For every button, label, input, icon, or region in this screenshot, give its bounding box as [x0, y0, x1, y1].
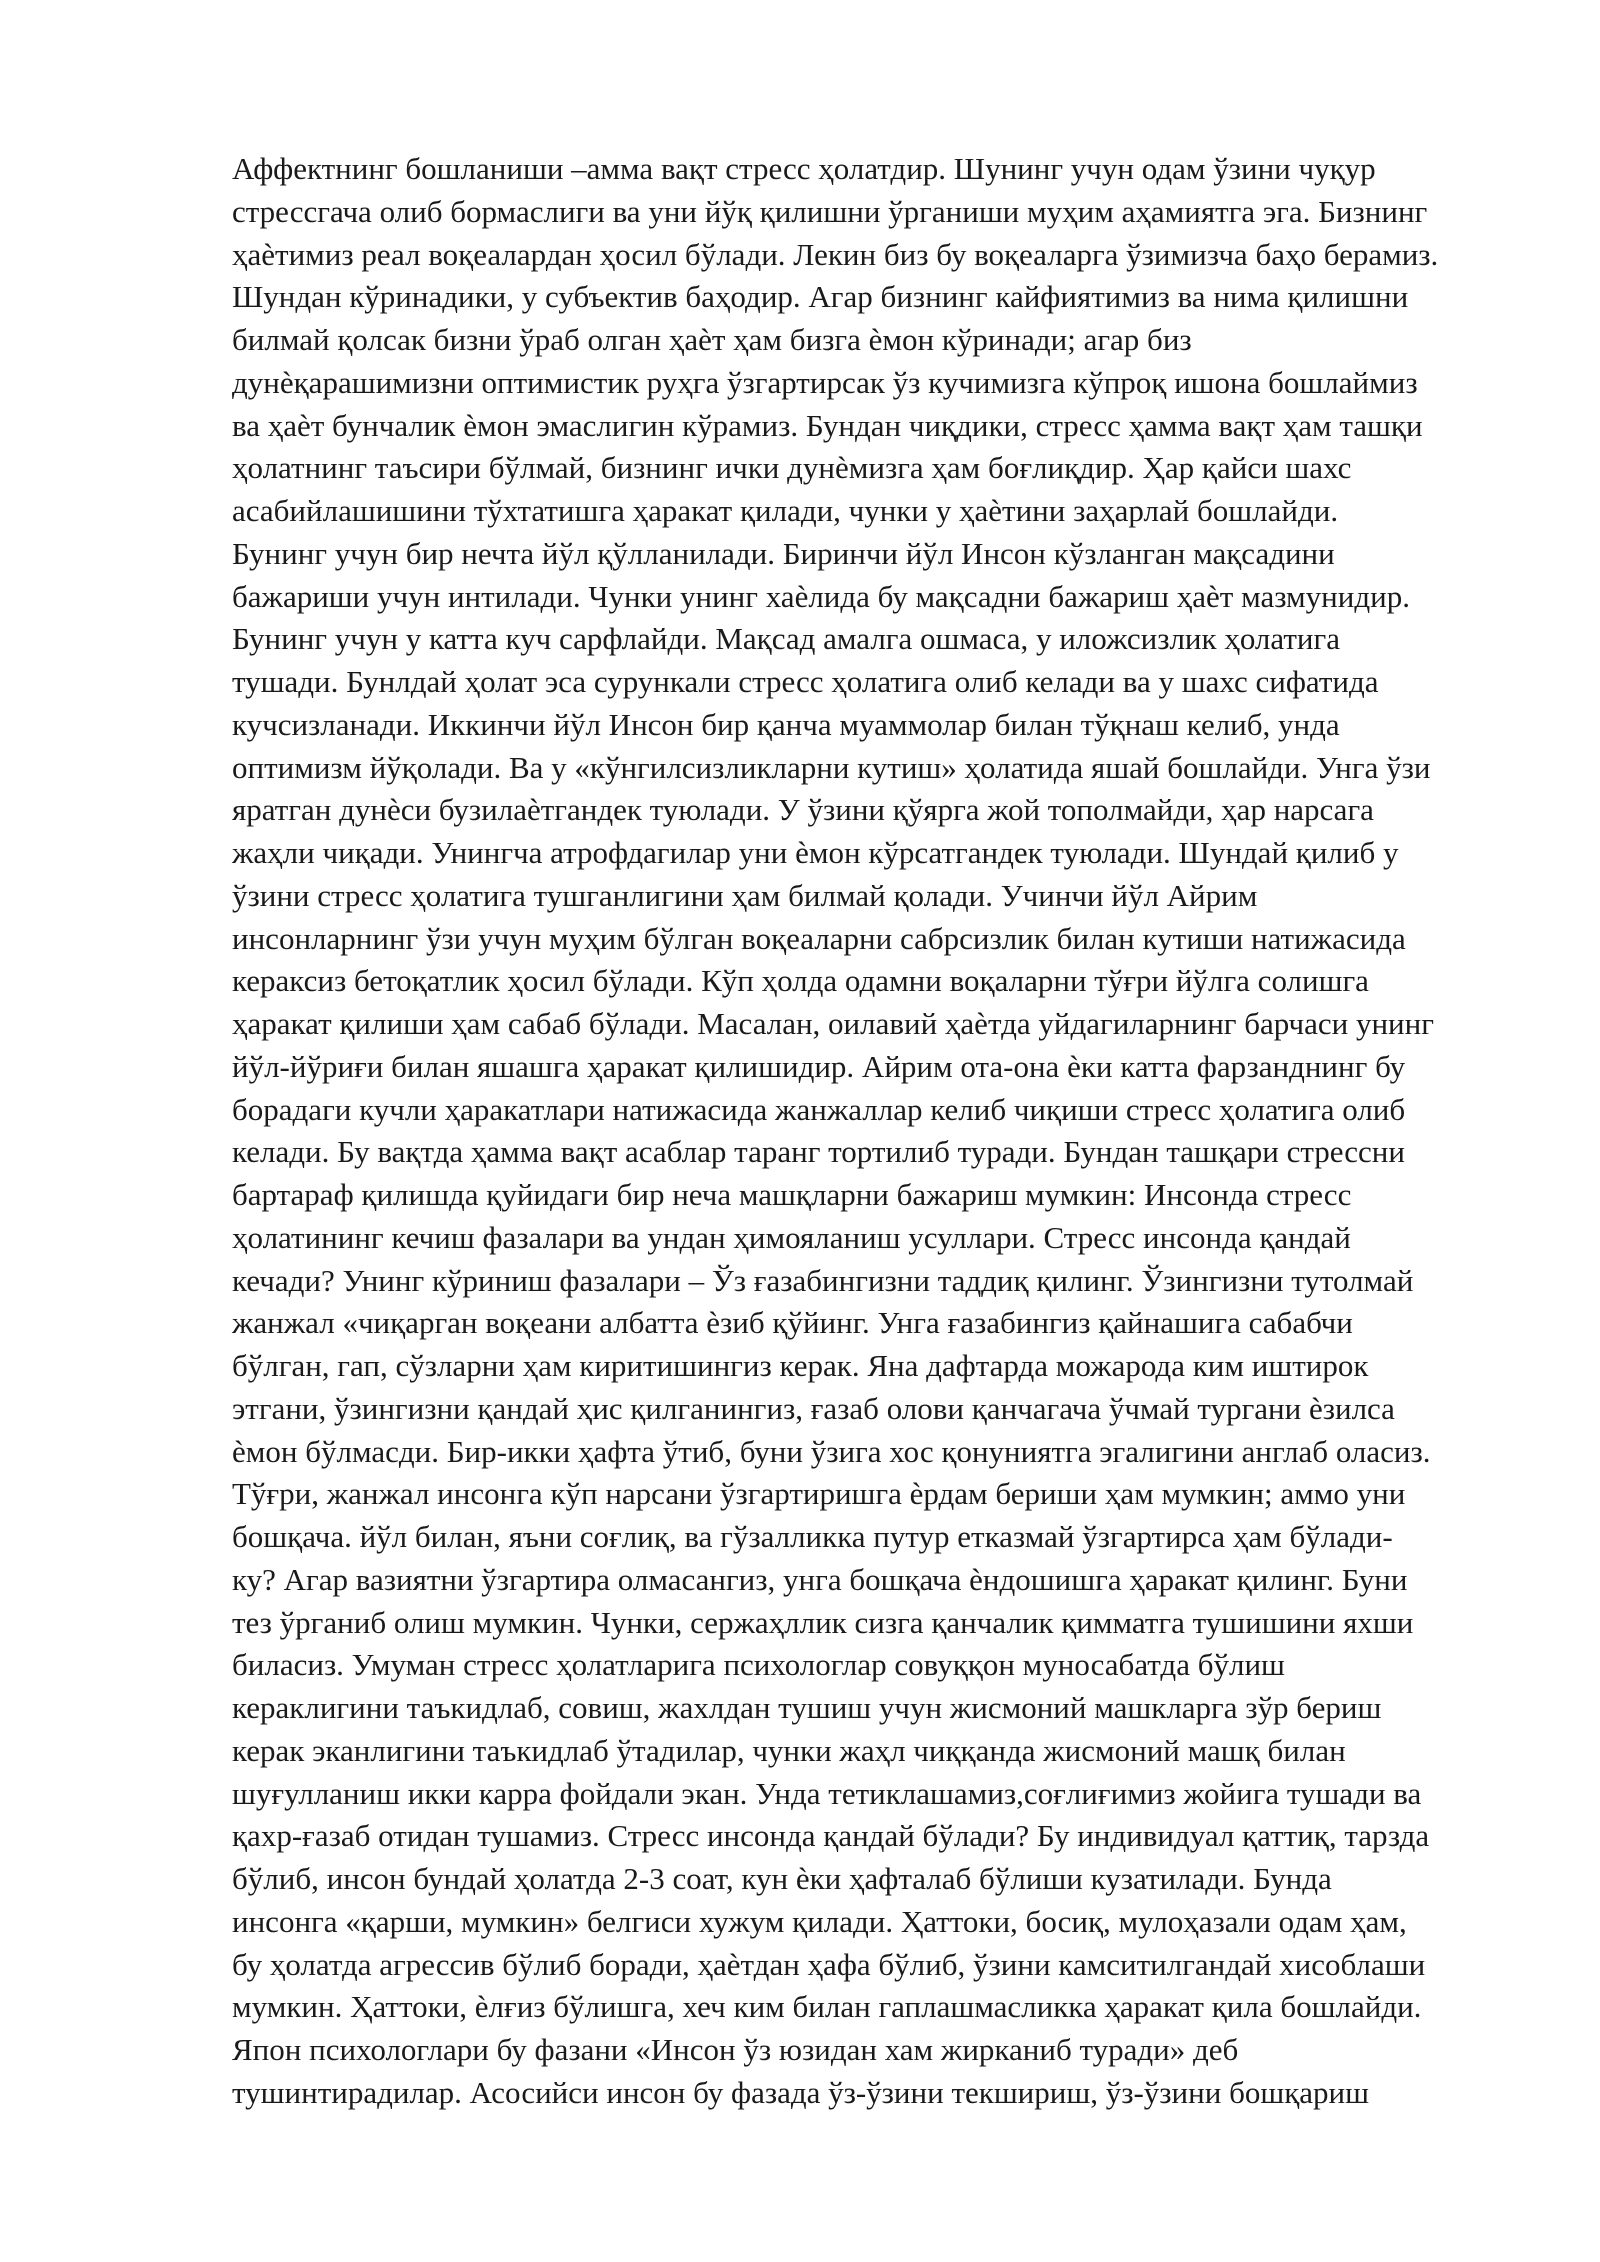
text-line: ҳолатининг кечиш фазалари ва ундан ҳимояланиш усуллари. Стресс инсонда қандай — [232, 1219, 1351, 1255]
text-line: борадаги кучли ҳаракатлари натижасида жанжаллар келиб чиқиши стресс ҳолатига олиб — [232, 1091, 1406, 1127]
text-line: тез ўрганиб олиш мумкин. Чунки, сержаҳллик сизга қанчалик қимматга тушишини яхши — [232, 1604, 1414, 1640]
text-line: ва ҳаѐт бунчалик ѐмон эмаслигин кўрамиз. Бундан чиқдики, стресс ҳамма вақт ҳам ташқи — [232, 407, 1423, 443]
text-line: этгани, ўзингизни қандай ҳис қилганингиз, ғазаб олови қанчагача ўчмай тургани ѐзилса — [232, 1390, 1395, 1426]
text-line: керак эканлигини таъкидлаб ўтадилар, чунки жаҳл чиққанда жисмоний машқ билан — [232, 1732, 1346, 1768]
text-line: инсонларнинг ўзи учун муҳим бўлган воқеаларни сабрсизлик билан кутиши натижасида — [232, 920, 1406, 956]
text-line: оптимизм йўқолади. Ва у «кўнгилсизликларни кутиш» ҳолатида яшай бошлайди. Унга ўзи — [232, 749, 1431, 785]
text-line: бартараф қилишда қуйидаги бир неча машқларни бажариш мумкин: Инсонда стресс — [232, 1177, 1352, 1212]
text-line: бўлиб, инсон бундай ҳолатда 2-3 соат, кун ѐки ҳафталаб бўлиши кузатилади. Бунда — [232, 1861, 1332, 1896]
text-line: асабийлашишини тўхтатишга ҳаракат қилади, чунки у ҳаѐтини заҳарлай бошлайди. — [232, 493, 1339, 528]
text-line: Бунинг учун у катта куч сарфлайди. Мақсад амалга ошмаса, у иложсизлик ҳолатига — [232, 621, 1340, 657]
text-line: Шундан кўринадики, у субъектив баҳодир. Агар бизнинг кайфиятимиз ва нима қилишни — [232, 279, 1409, 315]
text-line: билмай қолсак бизни ўраб олган ҳаѐт ҳам бизга ѐмон кўринади; агар биз — [232, 322, 1192, 357]
text-line: бу ҳолатда агрессив бўлиб боради, ҳаѐтдан ҳафа бўлиб, ўзини камситилгандай хисоблаши — [232, 1946, 1426, 1982]
text-line: йўл-йўриғи билан яшашга ҳаракат қилишидир. Айрим ота-она ѐки катта фарзанднинг бу — [232, 1048, 1406, 1084]
text-line: бошқача. йўл билан, яъни соғлиқ, ва гўзалликка путур етказмай ўзгартирса ҳам бўлади- — [232, 1519, 1393, 1554]
text-line: бажариши учун интилади. Чунки унинг хаѐлида бу мақсадни бажариш ҳаѐт мазмунидир. — [232, 578, 1410, 614]
text-line: ўзини стресс ҳолатига тушганлигини ҳам билмай қолади. Учинчи йўл Айрим — [232, 877, 1258, 913]
text-line: Бунинг учун бир нечта йўл қўлланилади. Биринчи йўл Инсон кўзланган мақсадини — [232, 535, 1335, 571]
text-line: тушади. Бунлдай ҳолат эса сурункали стресс ҳолатига олиб келади ва у шахс сифатида — [232, 664, 1379, 699]
text-line: дунѐқарашимизни оптимистик руҳга ўзгартирсак ўз кучимизга кўпроқ ишона бошлаймиз — [232, 364, 1418, 400]
text-line: қахр-ғазаб отидан тушамиз. Стресс инсонда қандай бўлади? Бу индивидуал қаттиқ, тарзда — [232, 1818, 1430, 1854]
text-line: тушинтирадилар. Асосийси инсон бу фазада ўз-ўзини текшириш, ўз-ўзини бошқариш — [232, 2074, 1369, 2110]
body-paragraph — [232, 148, 1492, 2115]
text-line: яратган дунѐси бузилаѐтгандек туюлади. У ўзини қўярга жой тополмайди, ҳар нарсага — [232, 792, 1374, 828]
text-line: ҳаракат қилиши ҳам сабаб бўлади. Масалан, оилавий ҳаѐтда уйдагиларнинг барчаси унинг — [232, 1006, 1434, 1041]
text-line: кераклигини таъкидлаб, совиш, жахлдан тушиш учун жисмоний машкларга зўр бериш — [232, 1690, 1382, 1725]
text-line: инсонга «қарши, мумкин» белгиси хужум қилади. Ҳаттоки, босиқ, мулоҳазали одам ҳам, — [232, 1903, 1407, 1939]
text-line: Тўғри, жанжал инсонга кўп нарсани ўзгартиришга ѐрдам бериши ҳам мумкин; аммо уни — [232, 1476, 1406, 1512]
text-line: шуғулланиш икки карра фойдали экан. Унда тетиклашамиз,соғлиғимиз жойига тушади ва — [232, 1775, 1422, 1811]
text-line: жаҳли чиқади. Унингча атрофдагилар уни ѐмон кўрсатгандек туюлади. Шундай қилиб у — [232, 835, 1399, 870]
text-line: Аффектнинг бошланиши –амма вақт стресс ҳолатдир. Шунинг учун одам ўзини чуқур — [232, 151, 1376, 186]
text-line: бўлган, гап, сўзларни ҳам киритишингиз керак. Яна дафтарда можарода ким иштирок — [232, 1348, 1369, 1383]
text-line: ѐмон бўлмасди. Бир-икки ҳафта ўтиб, буни ўзига хос қонуниятга эгалигини англаб оласиз. — [232, 1433, 1431, 1469]
text-line: биласиз. Умуман стресс ҳолатларига психологлар совуққон муносабатда бўлиш — [232, 1647, 1285, 1683]
text-line: кечади? Унинг кўриниш фазалари – Ўз ғазабингизни таддиқ қилинг. Ўзингизни тутолмай — [232, 1262, 1414, 1298]
text-line: ку? Агар вазиятни ўзгартира олмасангиз, унга бошқача ѐндошишга ҳаракат қилинг. Буни — [232, 1561, 1408, 1597]
text-line: стрессгача олиб бормаслиги ва уни йўқ қилишни ўрганиши муҳим аҳамиятга эга. Бизнинг — [232, 193, 1428, 229]
text-line: Япон психологлари бу фазани «Инсон ўз юзидан хам жирканиб туради» деб — [232, 2032, 1239, 2067]
text-line: кераксиз бетоқатлик ҳосил бўлади. Кўп ҳолда одамни воқаларни тўғри йўлга солишга — [232, 963, 1369, 999]
text-line: ҳаѐтимиз реал воқеалардан ҳосил бўлади. Лекин биз бу воқеаларга ўзимизча баҳо берамиз. — [232, 236, 1439, 272]
text-line: ҳолатнинг таъсири бўлмай, бизнинг ички дунѐмизга ҳам боғлиқдир. Ҳар қайси шахс — [232, 450, 1352, 486]
text-line: келади. Бу вақтда ҳамма вақт асаблар таранг тортилиб туради. Бундан ташқари стрессни — [232, 1134, 1405, 1170]
text-line: жанжал «чиқарган воқеани албатта ѐзиб қўйинг. Унга ғазабингиз қайнашига сабабчи — [232, 1305, 1353, 1341]
text-line: кучсизланади. Иккинчи йўл Инсон бир қанча муаммолар билан тўқнаш келиб, унда — [232, 706, 1340, 742]
text-line: мумкин. Ҳаттоки, ѐлғиз бўлишга, хеч ким билан гаплашмасликка ҳаракат қила бошлайди. — [232, 1989, 1422, 2025]
